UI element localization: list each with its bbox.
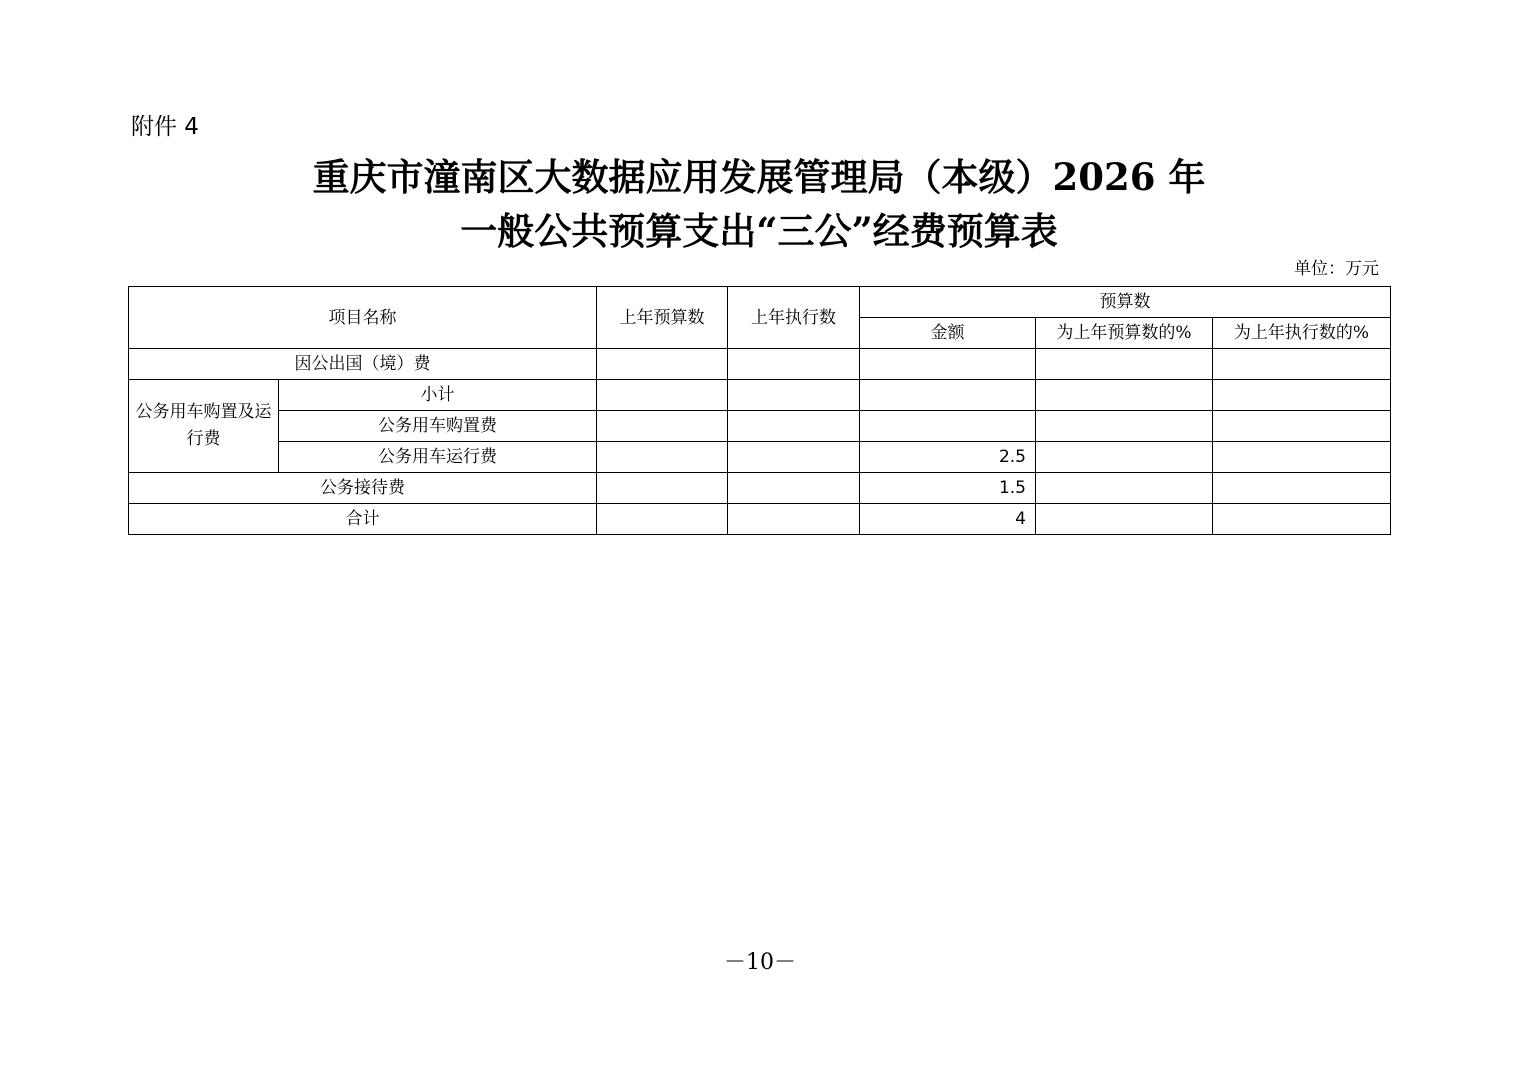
attachment-label: 附件 4	[131, 114, 199, 140]
table-row-total	[129, 504, 1391, 535]
cell-last-year-budget	[597, 473, 728, 504]
cell-pct-of-last-executed	[1213, 411, 1391, 442]
cell-amount: 4	[860, 504, 1036, 535]
cell-last-year-budget	[597, 504, 728, 535]
cell-pct-of-last-budget	[1036, 442, 1213, 473]
vehicle-group-label: 公务用车购置及运行费	[129, 380, 279, 473]
document-title-line-1: 重庆市潼南区大数据应用发展管理局（本级）2026 年	[312, 155, 1206, 199]
cell-pct-of-last-executed	[1213, 442, 1391, 473]
row-label: 公务用车购置费	[279, 411, 597, 442]
row-label: 公务用车运行费	[279, 442, 597, 473]
cell-pct-of-last-executed	[1213, 380, 1391, 411]
table-row-vehicle-subtotal	[129, 380, 1391, 411]
row-label: 合计	[129, 504, 597, 535]
table-row-vehicle-purchase	[129, 411, 1391, 442]
cell-last-year-budget	[597, 411, 728, 442]
header-item-name: 项目名称	[129, 287, 597, 349]
cell-pct-of-last-budget	[1036, 504, 1213, 535]
cell-last-year-executed	[728, 442, 860, 473]
row-label: 小计	[279, 380, 597, 411]
cell-last-year-executed	[728, 411, 860, 442]
page-number: －10－	[724, 950, 796, 975]
cell-last-year-budget	[597, 349, 728, 380]
cell-last-year-executed	[728, 380, 860, 411]
header-pct-of-last-executed: 为上年执行数的%	[1213, 318, 1391, 349]
cell-last-year-executed	[728, 349, 860, 380]
header-last-year-budget: 上年预算数	[597, 287, 728, 349]
cell-last-year-executed	[728, 504, 860, 535]
cell-pct-of-last-budget	[1036, 380, 1213, 411]
cell-pct-of-last-budget	[1036, 411, 1213, 442]
three-public-expenses-table	[128, 286, 1391, 535]
cell-last-year-executed	[728, 473, 860, 504]
unit-label: 单位：万元	[1294, 259, 1379, 279]
cell-pct-of-last-executed	[1213, 504, 1391, 535]
cell-last-year-budget	[597, 380, 728, 411]
cell-amount	[860, 411, 1036, 442]
table-row-overseas-travel	[129, 349, 1391, 380]
table-row-reception	[129, 473, 1391, 504]
cell-amount: 1.5	[860, 473, 1036, 504]
cell-pct-of-last-budget	[1036, 473, 1213, 504]
row-label: 因公出国（境）费	[129, 349, 597, 380]
cell-amount	[860, 380, 1036, 411]
cell-pct-of-last-executed	[1213, 473, 1391, 504]
header-budget: 预算数	[860, 287, 1391, 318]
cell-pct-of-last-executed	[1213, 349, 1391, 380]
header-amount: 金额	[860, 318, 1036, 349]
cell-pct-of-last-budget	[1036, 349, 1213, 380]
row-label: 公务接待费	[129, 473, 597, 504]
document-title-line-2: 一般公共预算支出“三公”经费预算表	[460, 209, 1058, 253]
header-pct-of-last-budget: 为上年预算数的%	[1036, 318, 1213, 349]
header-row-1	[129, 287, 1391, 318]
cell-amount: 2.5	[860, 442, 1036, 473]
cell-amount	[860, 349, 1036, 380]
table-row-vehicle-operation	[129, 442, 1391, 473]
header-last-year-executed: 上年执行数	[728, 287, 860, 349]
cell-last-year-budget	[597, 442, 728, 473]
